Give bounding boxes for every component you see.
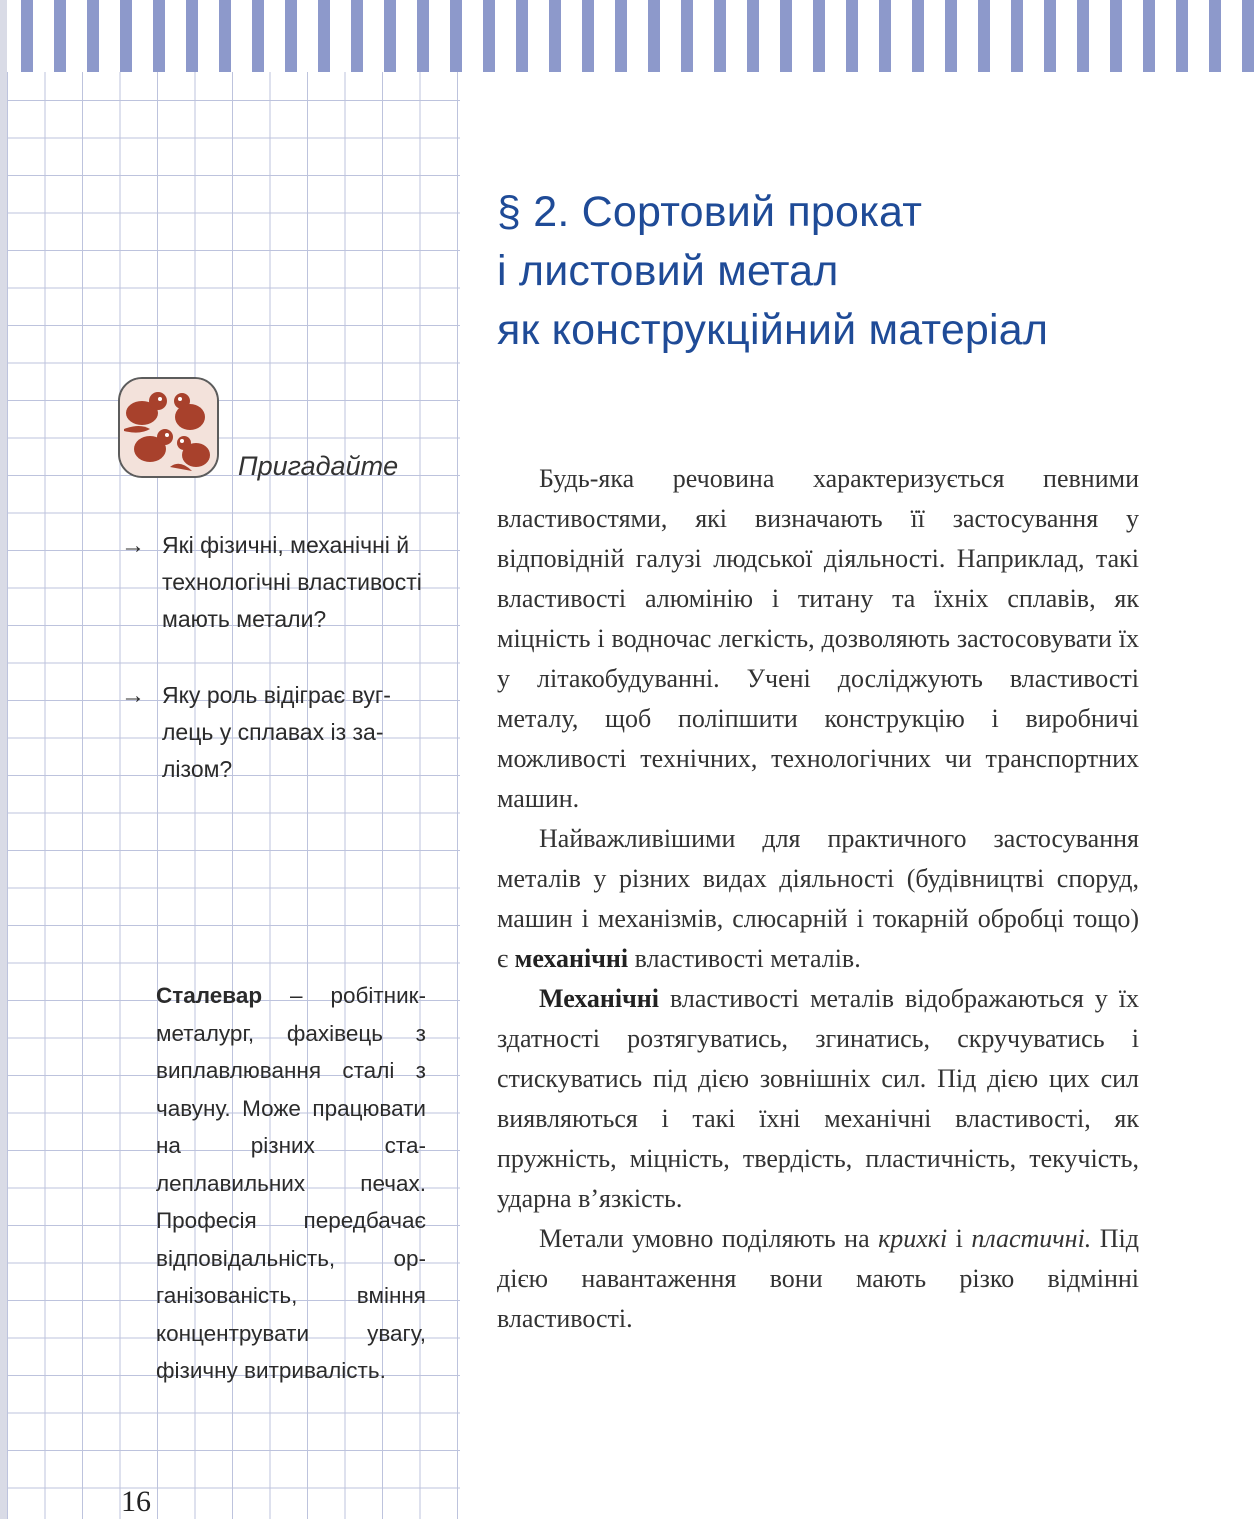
section-title-line-2: і листовий метал — [497, 247, 839, 295]
recall-question-text: Яку роль відіграє вуглець у сплавах із залізом? — [162, 682, 391, 782]
paragraph-4-conj: і — [947, 1224, 972, 1253]
arrow-right-icon: → — [121, 682, 145, 709]
paragraph-4 — [497, 1219, 1139, 1339]
paragraph-3-text: властивості металів відображаються у їх здатності розтягуватись, згинатись, скручуватись і стискуватись під дією зовнішніх сил. Під дією цих сил виявляються і такі їхні механічні властивості, як пружність, міцність, твердість, пластичність, текучість, ударна в’язкість. — [497, 984, 1139, 1213]
definition-term: Сталевар — [156, 983, 263, 1008]
section-title — [497, 183, 1217, 360]
page-number: 16 — [121, 1485, 151, 1518]
profession-definition — [156, 977, 426, 1390]
paragraph-1: Будь-яка речовина характеризується певними властивостями, які визначають її застосування у відповідній галузі людської діяльності. Наприклад, такі властивості алюмінію і титану та їхніх сплавів, як міцність і водночас легкість, дозволяють застосовувати їх у літакобудуванні. Учені досліджують властивості металу, щоб поліпшити конструкцію і виробничі можливості технічних, технологічних чи транспортних машин. — [497, 464, 1139, 813]
main-text — [497, 459, 1139, 1339]
recall-question-text: Які фізичні, механічні й технологічні властивості мають метали? — [162, 532, 422, 632]
paragraph-4-text: Метали умовно поділяють на — [539, 1224, 879, 1253]
page-edge — [0, 0, 7, 1519]
paragraph-2-bold: механічні — [514, 944, 629, 973]
remember-icon — [118, 377, 219, 478]
paragraph-2-end: властивості металів. — [628, 944, 861, 973]
paragraph-3 — [497, 979, 1139, 1219]
paragraph-2 — [497, 819, 1139, 979]
section-title-line-3: як конструкційний матеріал — [497, 306, 1049, 354]
paragraph-4-end: Під дією навантаження вони мають різко відмінні властивості. — [497, 1224, 1139, 1333]
arrow-right-icon: → — [121, 532, 145, 559]
top-stripe-band — [0, 0, 1254, 72]
paragraph-4-italic-2: пластичні. — [971, 1224, 1092, 1253]
recall-question-1 — [121, 527, 427, 638]
section-title-line-1: § 2. Сортовий прокат — [497, 188, 923, 236]
paragraph-2-text: Найважливішими для практичного застосування металів у різних видах діяльності (будівництві споруд, машин і механізмів, слюсарній і токарній обробці тощо) є — [497, 824, 1139, 973]
paragraph-4-italic-1: крихкі — [878, 1224, 948, 1253]
paragraph-3-bold: Механічні — [539, 984, 659, 1013]
remember-label: Пригадайте — [238, 451, 399, 481]
definition-text: – робітник-металург, фахівець з виплавлювання сталі з чавуну. Може працювати на різних сталеплавильних печах. Професія передбачає відповідальність, організованість, вміння концентрувати увагу, фізичну витривалість. — [156, 983, 426, 1383]
recall-question-2 — [121, 677, 427, 788]
